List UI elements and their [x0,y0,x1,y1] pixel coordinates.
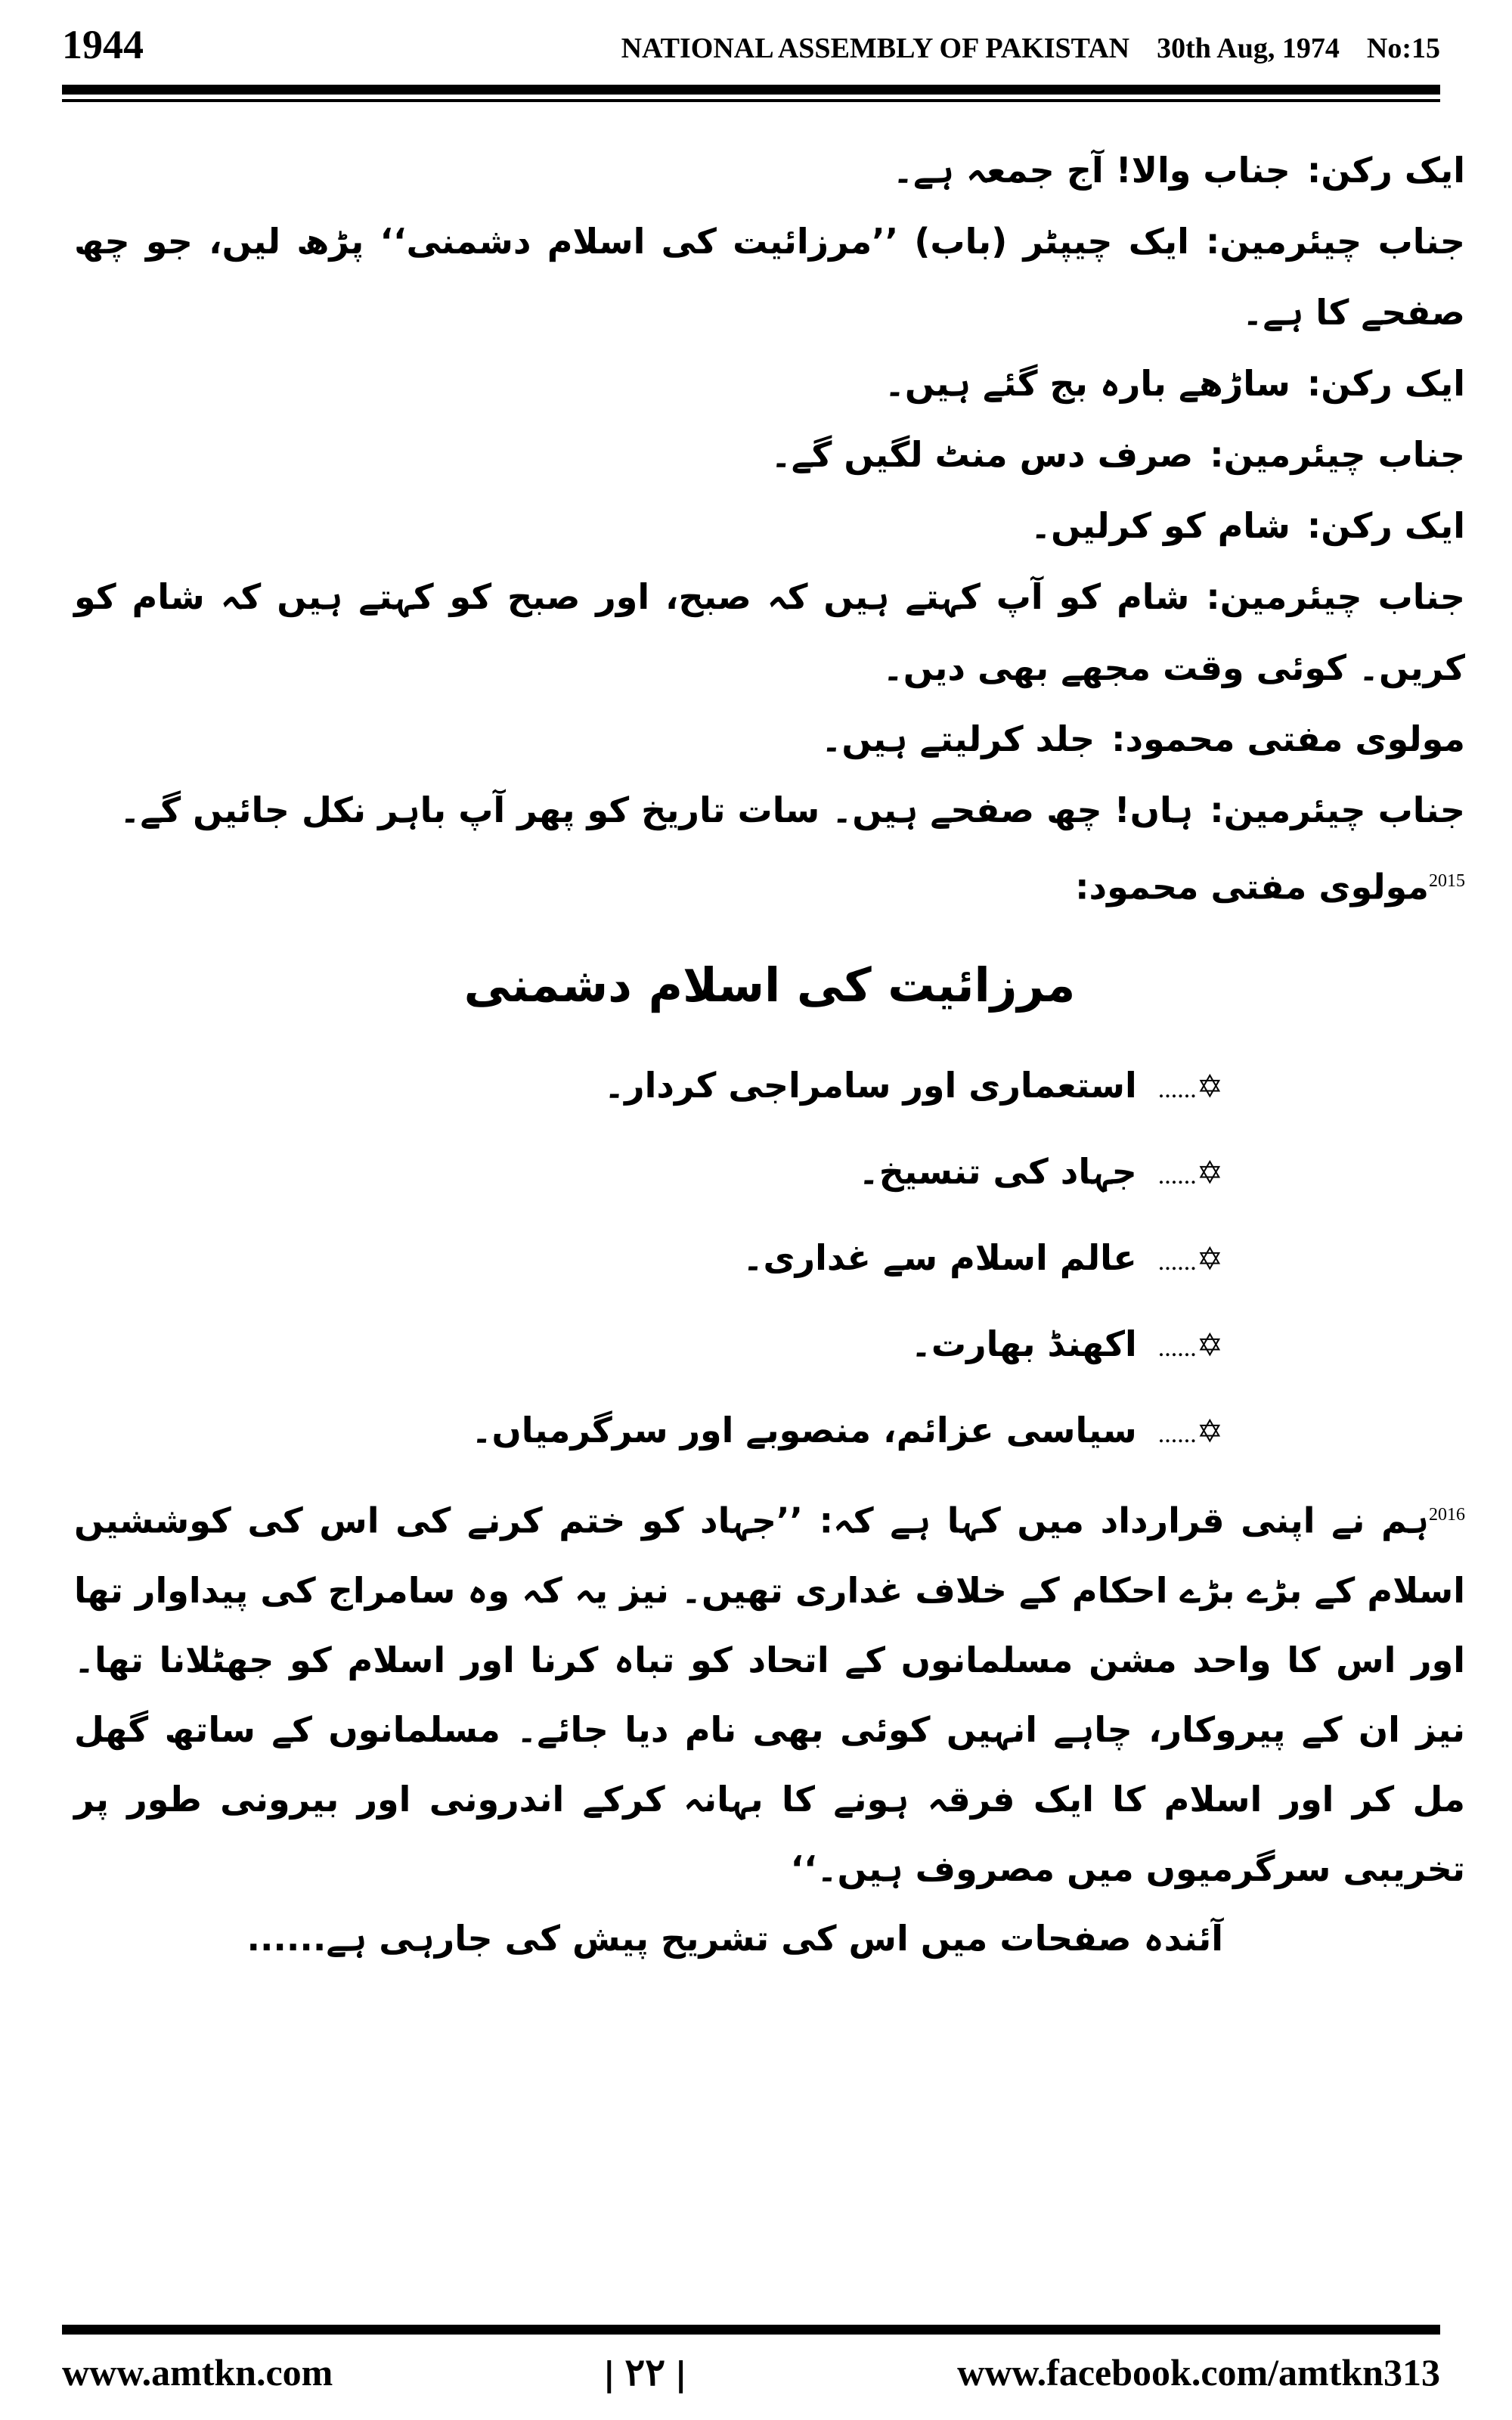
star-icon: ✡ [1196,1154,1223,1192]
page-number: 1944 [62,22,144,67]
session-date: 30th Aug, 1974 [1157,33,1340,64]
speaker: ایک رکن: [1306,505,1465,546]
speech: شام کو کرلیں۔ [1030,505,1290,546]
header-title [594,32,1440,65]
dialogue-line [74,348,1465,419]
header-rule-thin [62,99,1440,102]
speaker: جناب چیئرمین: [1210,790,1465,830]
bullet-item [74,1217,1223,1303]
dialogue-line [74,490,1465,561]
chapter-title: مرزائیت کی اسلام دشمنی [463,957,1076,1013]
dialogue-line [74,703,1465,774]
dialogue-line [74,774,1465,845]
dialogue-line [74,419,1465,490]
dialogue-line [74,845,1465,922]
speaker: جناب چیئرمین: [1206,576,1466,617]
bullet-item [74,1044,1223,1131]
speaker: ایک رکن: [1306,363,1465,404]
dialogue-line [74,135,1465,206]
bullet-dots: ...... [1157,1162,1197,1190]
star-icon: ✡ [1196,1326,1223,1364]
page-header [62,21,1440,82]
publication-name: NATIONAL ASSEMBLY OF PAKISTAN [621,33,1130,64]
speech: جناب والا! آج جمعہ ہے۔ [893,150,1290,191]
resolution-paragraph [74,1480,1465,1903]
bullet-list [74,1044,1465,1475]
bullet-text: استعماری اور سامراجی کردار۔ [604,1065,1137,1106]
bullet-dots: ...... [1157,1334,1197,1363]
bullet-dots: ...... [1157,1420,1197,1449]
bullet-text: جہاد کی تنسیخ۔ [858,1151,1137,1193]
closing-line: آئندہ صفحات میں اس کی تشریح پیش کی جارہی ہے...... [246,1917,1223,1959]
star-icon: ✡ [1196,1240,1223,1278]
speech: صرف دس منٹ لگیں گے۔ [770,434,1194,475]
speaker: ایک رکن: [1306,150,1465,191]
facebook-link[interactable]: www.facebook.com/amtkn313 [957,2351,1440,2394]
issue-number: No:15 [1366,33,1440,64]
page-footer [62,2350,1440,2394]
footnote-marker: 2016 [1429,1505,1465,1525]
speech: ہاں! چھ صفحے ہیں۔ سات تاریخ کو پھر آپ باہر نکل جائیں گے۔ [119,790,1194,830]
footer-page-label: | ۲۲ | [603,2351,687,2394]
bullet-dots: ...... [1157,1248,1197,1277]
bullet-text: عالم اسلام سے غداری۔ [742,1237,1137,1279]
paragraph-text: ہم نے اپنی قرارداد میں کہا ہے کہ: ’’جہاد کو ختم کرنے کی اس کی کوششیں اسلام کے بڑے بڑے احکام کے خلاف غداری تھیں۔ نیز یہ کہ وہ سامراج کی پیداوار تھا اور اس کا واحد مشن مسلمانوں کے اتحاد کو تباہ کرنا اور اسلام کو جھٹلانا تھا۔ نیز ان کے پیروکار، چاہے انہیں کوئی بھی نام دیا جائے۔ مسلمانوں کے ساتھ گھل مل کر اور اسلام کا ایک فرقہ ہونے کا بہانہ کرکے اندرونی اور بیرونی طور پر تخریبی سرگرمیوں میں مصروف ہیں۔‘‘ [74,1500,1465,1889]
speech: ایک چیپٹر (باب) ’’مرزائیت کی اسلام دشمنی‘‘ پڑھ لیں، جو چھ صفحے کا ہے۔ [74,221,1465,333]
dialogue-line [74,206,1465,348]
speech: ساڑھے بارہ بج گئے ہیں۔ [884,363,1290,404]
website-link[interactable]: www.amtkn.com [62,2351,333,2394]
star-icon: ✡ [1196,1068,1223,1106]
bullet-item [74,1131,1223,1217]
speech: جلد کرلیتے ہیں۔ [821,718,1095,759]
document-body [74,135,1465,1973]
speech: شام کو آپ کہتے ہیں کہ صبح، اور صبح کو کہتے ہیں کہ شام کو کریں۔ کوئی وقت مجھے بھی دیں۔ [74,576,1465,688]
speaker: جناب چیئرمین: [1205,221,1465,262]
bullet-dots: ...... [1157,1075,1197,1104]
speaker: مولوی مفتی محمود: [1111,718,1465,759]
speaker: مولوی مفتی محمود: [1075,866,1429,908]
bullet-item [74,1389,1223,1475]
speaker: جناب چیئرمین: [1210,434,1465,475]
bullet-text: اکھنڈ بھارت۔ [910,1323,1137,1365]
bullet-item [74,1303,1223,1389]
header-rule-thick [62,85,1440,95]
dialogue-line [74,561,1465,703]
footer-rule [62,2325,1440,2335]
star-icon: ✡ [1196,1413,1223,1450]
bullet-text: سیاسی عزائم، منصوبے اور سرگرمیاں۔ [471,1410,1137,1451]
footnote-marker: 2015 [1429,871,1465,891]
